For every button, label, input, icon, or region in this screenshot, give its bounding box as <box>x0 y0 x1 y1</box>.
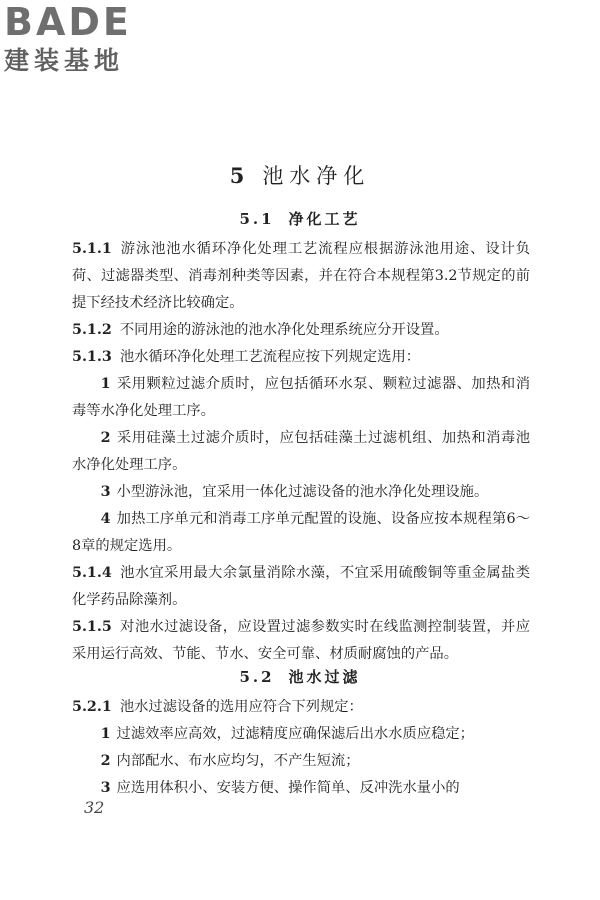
clause-number: 5.1.4 <box>72 565 112 581</box>
item-text: 加热工序单元和消毒工序单元配置的设施、设备应按本规程第6～8章的规定选用。 <box>72 511 530 554</box>
item-text: 内部配水、布水应均匀，不产生短流； <box>116 753 360 769</box>
section-number: 5.2 <box>239 668 275 686</box>
item-text: 采用颗粒过滤介质时，应包括循环水泵、颗粒过滤器、加热和消毒等水净化处理工序。 <box>72 376 530 419</box>
clause-paragraph <box>72 614 530 668</box>
logo-wordmark: BADE <box>4 0 132 44</box>
clause-paragraph <box>72 317 530 344</box>
logo-chinese-text: 建装基地 <box>4 46 125 75</box>
list-item <box>72 425 530 479</box>
item-text: 过滤效率应高效，过滤精度应确保滤后出水水质应稳定； <box>116 726 474 742</box>
item-text: 小型游泳池，宜采用一体化过滤设备的池水净化处理设施。 <box>116 484 489 500</box>
clause-number: 5.2.1 <box>72 699 112 715</box>
clause-paragraph <box>72 344 530 371</box>
bade-logo <box>4 2 179 86</box>
section-heading <box>0 666 600 687</box>
section-number: 5.1 <box>239 210 275 228</box>
chapter-heading <box>0 160 600 190</box>
list-item <box>72 479 530 506</box>
clause-text: 池水循环净化处理工艺流程应按下列规定选用： <box>119 349 421 365</box>
clause-text: 对池水过滤设备，应设置过滤参数实时在线监测控制装置，并应采用运行高效、节能、节水、安全可靠、材质耐腐蚀的产品。 <box>72 619 530 662</box>
item-number: 2 <box>100 430 111 446</box>
list-item <box>72 371 530 425</box>
clause-paragraph <box>72 236 530 317</box>
section-title: 净化工艺 <box>288 210 361 228</box>
clause-text: 池水宜采用最大余氯量消除水藻，不宜采用硫酸铜等重金属盐类化学药品除藻剂。 <box>72 565 530 608</box>
list-item <box>72 721 530 748</box>
clause-number: 5.1.5 <box>72 619 112 635</box>
clause-number: 5.1.1 <box>72 241 112 257</box>
list-item <box>72 506 530 560</box>
clause-text: 游泳池池水循环净化处理工艺流程应根据游泳池用途、设计负荷、过滤器类型、消毒剂种类等因素，并在符合本规程第3.2节规定的前提下经技术经济比较确定。 <box>72 241 530 311</box>
list-item <box>72 748 530 775</box>
item-number: 3 <box>100 484 111 500</box>
item-text: 采用硅藻土过滤介质时，应包括硅藻土过滤机组、加热和消毒池水净化处理工序。 <box>72 430 530 473</box>
clause-number: 5.1.3 <box>72 349 112 365</box>
item-number: 4 <box>100 511 111 527</box>
section-heading <box>0 208 600 229</box>
section-body <box>72 694 530 802</box>
clause-paragraph <box>72 694 530 721</box>
chapter-number: 5 <box>229 163 251 188</box>
item-number: 3 <box>100 780 111 796</box>
item-number: 1 <box>100 726 111 742</box>
clause-text: 不同用途的游泳池的池水净化处理系统应分开设置。 <box>119 322 449 338</box>
item-text: 应选用体积小、安装方便、操作简单、反冲洗水量小的 <box>116 780 460 796</box>
list-item <box>72 775 530 802</box>
item-number: 1 <box>100 376 111 392</box>
chapter-title: 池水净化 <box>262 164 371 188</box>
item-number: 2 <box>100 753 111 769</box>
page-number: 32 <box>84 798 105 817</box>
clause-text: 池水过滤设备的选用应符合下列规定： <box>119 699 363 715</box>
section-body <box>72 236 530 668</box>
clause-number: 5.1.2 <box>72 322 112 338</box>
section-title: 池水过滤 <box>288 668 361 686</box>
clause-paragraph <box>72 560 530 614</box>
